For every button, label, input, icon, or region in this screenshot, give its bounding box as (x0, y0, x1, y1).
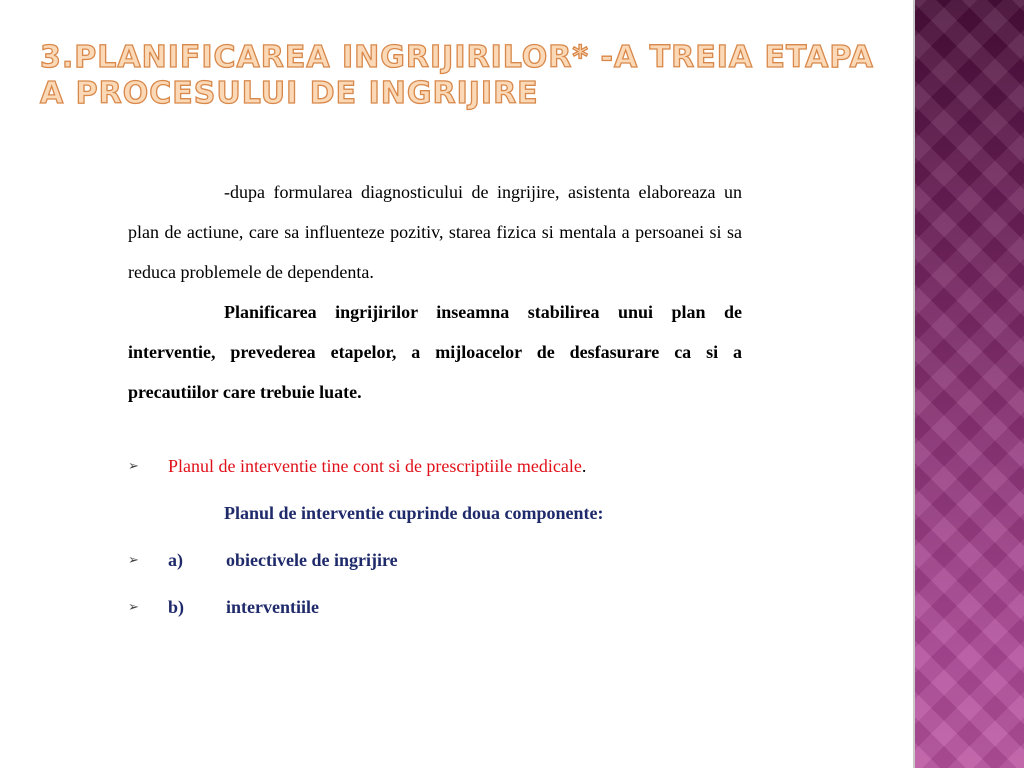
component-item-b (128, 584, 742, 631)
spacer (128, 412, 742, 443)
bullet-prescriptions-text: Planul de interventie tine cont si de prescriptiile medicale (168, 456, 582, 476)
slide-title: 3.PLANIFICAREA INGRIJIRILOR* -A TREIA ETAPA A PROCESULUI DE INGRIJIRE (40, 40, 874, 111)
component-item-a (128, 537, 742, 584)
arrow-bullet-icon: ➢ (128, 600, 139, 615)
component-label: b) (168, 597, 185, 617)
component-text: interventiile (226, 597, 319, 617)
bullet-prescriptions-period: . (581, 456, 587, 476)
slide-body (128, 172, 742, 631)
bullet-prescriptions (128, 443, 742, 490)
components-heading: Planul de interventie cuprinde doua componente: (224, 503, 604, 523)
arrow-bullet-icon: ➢ (128, 553, 139, 568)
decorative-side-strip (913, 0, 1024, 768)
paragraph-definition: Planificarea ingrijirilor inseamna stabilirea unui plan de interventie, prevederea etapelor, a mijloacelor de desfasurare ca si a precautiilor care trebuie luate. (128, 302, 742, 402)
component-label: a) (168, 550, 183, 570)
component-text: obiectivele de ingrijire (226, 550, 398, 570)
arrow-bullet-icon: ➢ (128, 459, 139, 474)
paragraph-intro: -dupa formularea diagnosticului de ingrijire, asistenta elaboreaza un plan de actiune, care sa influenteze pozitiv, starea fizica si mentala a persoanei si sa reduca problemele de dependenta. (128, 182, 742, 282)
